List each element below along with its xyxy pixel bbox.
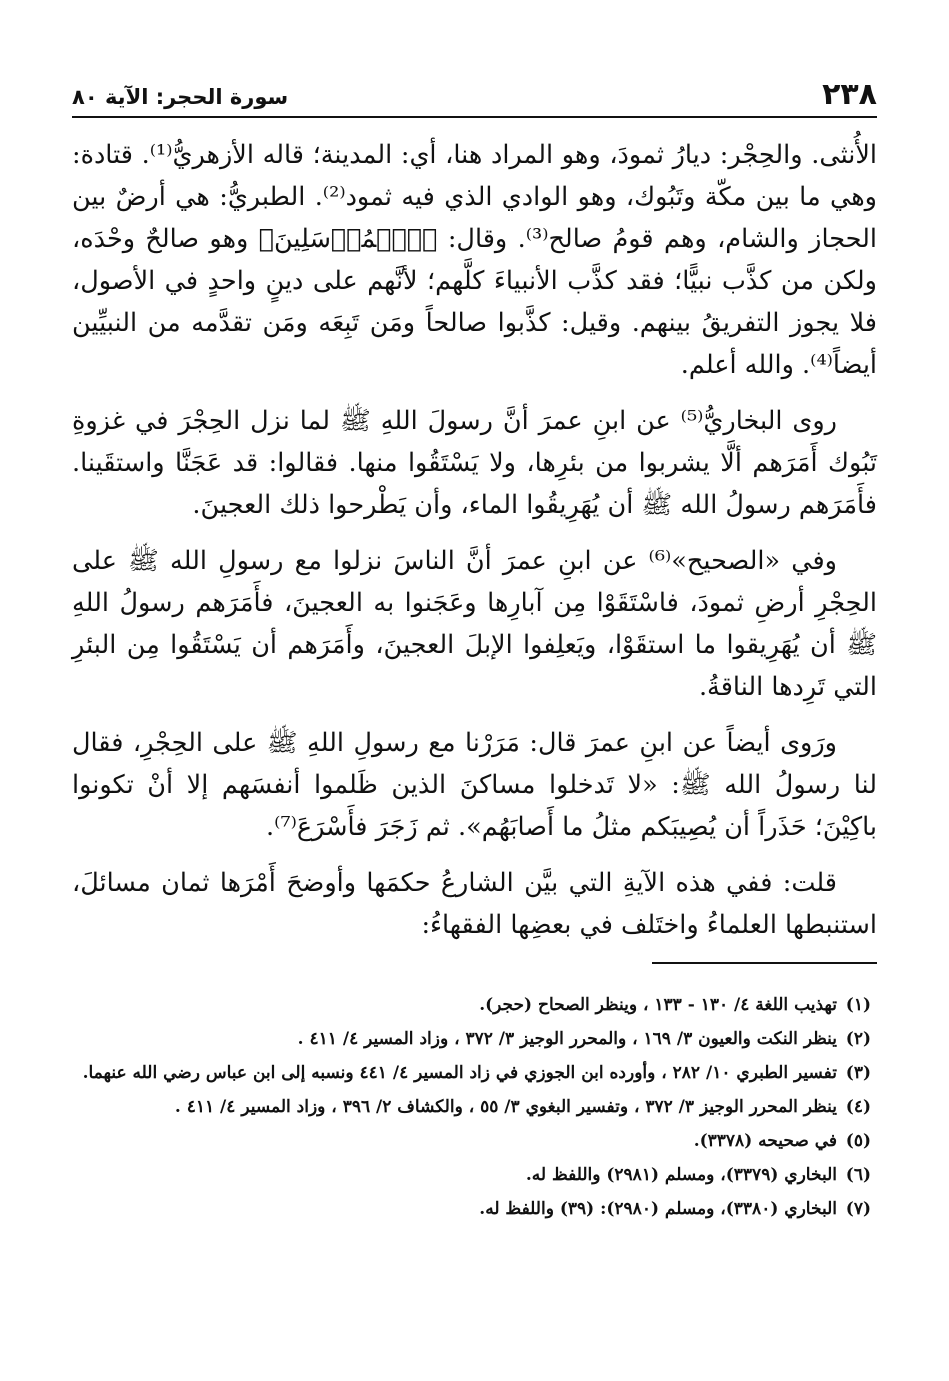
footnote-rule <box>652 962 877 964</box>
footnote-number: (٣) <box>845 1063 871 1083</box>
footnote-number: (٢) <box>845 1029 871 1049</box>
footnote-4 <box>72 1092 877 1122</box>
header-rule <box>72 116 877 118</box>
footnote-text: في صحيحه (٣٣٧٨). <box>693 1131 837 1151</box>
paragraph-4: ورَوى أيضاً عن ابنِ عمرَ قال: مَرَرْنا مع رسولِ اللهِ ﷺ على الحِجْرِ، فقال لنا رسولُ الله ﷺ: «لا تَدخلوا مساكنَ الذين ظَلموا أنفسَهم إلا أنْ تكونوا باكِيْنَ؛ حَذَراً أن يُصِيبَكم مثلُ ما أَصابَهُم». ثم زَجَرَ فأَسْرَعَ⁽⁷⁾. <box>72 728 877 842</box>
footnote-text: تهذيب اللغة ٤/ ١٣٠ - ١٣٣ ، وينظر الصحاح (حجر). <box>479 995 837 1015</box>
running-header <box>72 60 877 110</box>
footnote-2 <box>72 1024 877 1054</box>
footnote-7 <box>72 1194 877 1224</box>
surah-title: سورة الحجر: الآية ٨٠ <box>72 85 289 109</box>
footnote-text: تفسير الطبري ١٠/ ٢٨٢ ، وأورده ابن الجوزي في زاد المسير ٤/ ٤٤١ ونسبه إلى ابن عباس رضي الله عنهما. <box>82 1063 837 1083</box>
footnote-6 <box>72 1160 877 1190</box>
footnote-number: (٥) <box>845 1131 871 1151</box>
page-number: ٢٣٨ <box>822 77 877 112</box>
paragraph-2: روى البخاريُّ⁽⁵⁾ عن ابنِ عمرَ أنَّ رسولَ اللهِ ﷺ لما نزل الحِجْرَ في غزوةِ تَبُوك أَمَرَهم ألَّا يشربوا من بئرِها، ولا يَسْتَقُوا منها. فقالوا: قد عَجَنَّا واستقَينا. فأَمَرَهم رسولُ الله ﷺ أن يُهَرِيقُوا الماء، وأن يَطْرحوا ذلك العجينَ. <box>72 406 877 520</box>
footnote-5 <box>72 1126 877 1156</box>
footnote-text: البخاري (٣٣٧٩)، ومسلم (٢٩٨١) واللفظ له. <box>525 1165 837 1185</box>
footnote-text: ينظر المحرر الوجيز ٣/ ٣٧٢ ، وتفسير البغوي ٣/ ٥٥ ، والكشاف ٢/ ٣٩٦ ، وزاد المسير ٤/ ٤١١ . <box>174 1097 837 1117</box>
book-page <box>72 60 877 1350</box>
footnotes <box>72 990 877 1224</box>
paragraph-3: وفي «الصحيح»⁽⁶⁾ عن ابنِ عمرَ أنَّ الناسَ نزلوا مع رسولِ الله ﷺ على الحِجْرِ أرضِ ثمودَ، فاسْتَقَوْا مِن آبارِها وعَجَنوا به العجينَ، فأَمَرَهم رسولُ اللهِ ﷺ أن يُهَرِيقوا ما استقَوْا، ويَعلِفوا الإبلَ العجينَ، وأَمَرَهم أن يَسْتَقُوا مِن البئرِ التي تَرِدها الناقةُ. <box>72 546 877 702</box>
footnote-text: ينظر النكت والعيون ٣/ ١٦٩ ، والمحرر الوجيز ٣/ ٣٧٢ ، وزاد المسير ٤/ ٤١١ . <box>297 1029 837 1049</box>
paragraph-5: قلت: ففي هذه الآيةِ التي بيَّن الشارعُ حكمَها وأوضحَ أَمْرَها ثمان مسائلَ، استنبطها العلماءُ واختَلف في بعضِها الفقهاءُ: <box>72 868 877 940</box>
footnote-number: (١) <box>845 995 871 1015</box>
footnote-text: البخاري (٣٣٨٠)، ومسلم (٢٩٨٠): (٣٩) واللفظ له. <box>479 1199 837 1219</box>
footnote-number: (٤) <box>845 1097 871 1117</box>
footnote-number: (٦) <box>845 1165 871 1185</box>
footnote-3 <box>72 1058 877 1088</box>
footnote-number: (٧) <box>845 1199 871 1219</box>
main-text <box>72 134 877 946</box>
paragraph-1: الأُنثى. والحِجْر: ديارُ ثمودَ، وهو المراد هنا، أي: المدينة؛ قاله الأزهريُّ⁽¹⁾. قتادة: وهي ما بين مكّة وتَبُوك، وهو الوادي الذي فيه ثمود⁽²⁾. الطبريُّ: هي أرضٌ بين الحجاز والشام، وهم قومُ صالح⁽³⁾. وقال: ﴿ٱلۡمُرۡسَلِينَ﴾ وهو صالحٌ وحْدَه، ولكن من كذَّب نبيًّا؛ فقد كذَّب الأنبياءَ كلَّهم؛ لأنَّهم على دينٍ واحدٍ في الأصول، فلا يجوز التفريقُ بينهم. وقيل: كذَّبوا صالحاً ومَن تَبِعَه ومَن تقدَّمه من النبيِّين أيضاً⁽⁴⁾. والله أعلم. <box>72 140 877 380</box>
footnote-1 <box>72 990 877 1020</box>
